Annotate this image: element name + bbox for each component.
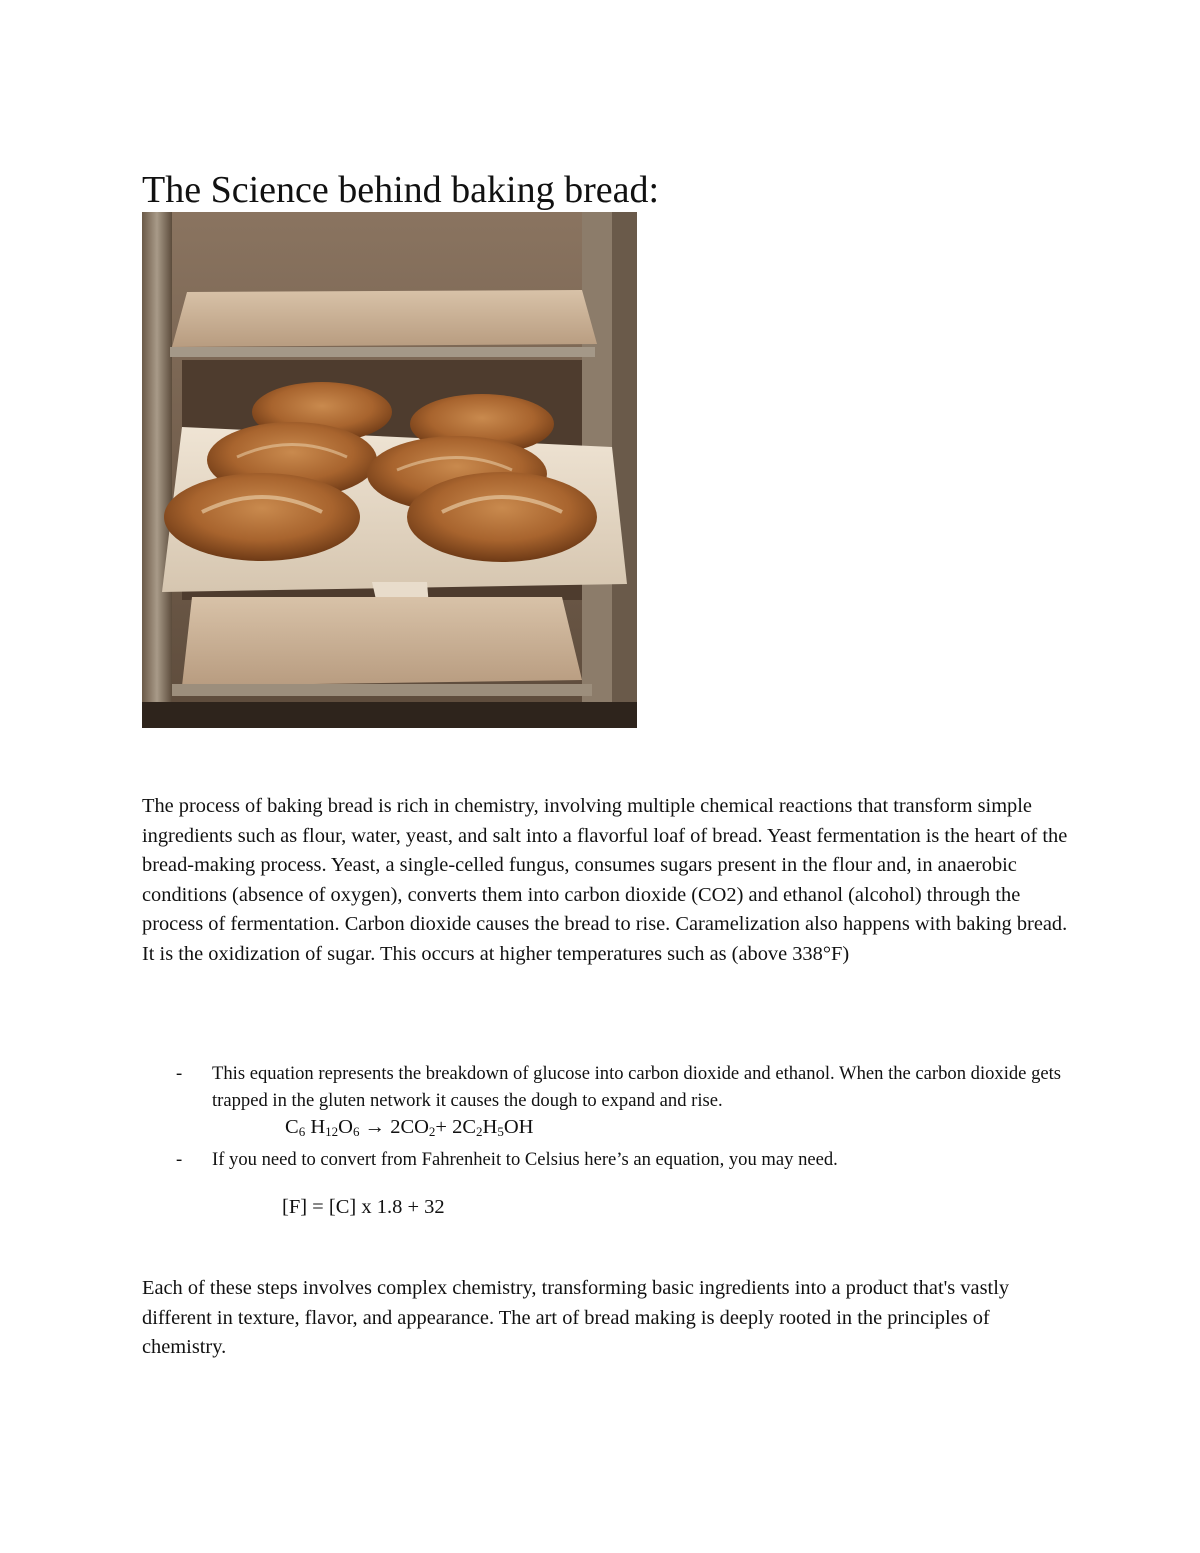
fermentation-equation: $C_6$ $H_{12}O_6 \to 2CO_2+ 2C_2H_5OH$ xyxy=(285,1116,534,1139)
bullet-text: If you need to convert from Fahrenheit to Celsius here’s an equation, you may need. xyxy=(212,1149,838,1170)
temperature-equation: [F] = [C] x 1.8 + 32 xyxy=(282,1196,445,1218)
bullet-marker: - xyxy=(176,1149,183,1170)
list-item xyxy=(142,1146,1072,1173)
bullet-list xyxy=(142,1060,1072,1222)
intro-paragraph: The process of baking bread is rich in chemistry, involving multiple chemical reactions that transform simple ingredients such as flour, water, yeast, and salt into a flavorful loaf of bread. Yeast fermentation is the heart of the bread-making process. Yeast, a single-celled fungus, consumes sugars present in the flour and, in anaerobic conditions (absence of oxygen), converts them into carbon dioxide (CO2) and ethanol (alcohol) through the process of fermentation. Carbon dioxide causes the bread to rise. Caramelization also happens with baking bread. It is the oxidization of sugar. This occurs at higher temperatures such as (above 338°F) xyxy=(142,795,1068,965)
bullet-text: This equation represents the breakdown of glucose into carbon dioxide and ethanol. When the carbon dioxide gets trapped in the gluten network it causes the dough to expand and rise. xyxy=(212,1063,1062,1111)
list-item xyxy=(142,1060,1072,1114)
bread-oven-photo xyxy=(142,212,637,728)
closing-paragraph: Each of these steps involves complex chemistry, transforming basic ingredients into a product that's vastly different in texture, flavor, and appearance. The art of bread making is deeply rooted in the principles of chemistry. xyxy=(142,1277,1010,1358)
document-title: The Science behind baking bread: xyxy=(142,169,660,211)
bullet-marker: - xyxy=(176,1063,183,1084)
